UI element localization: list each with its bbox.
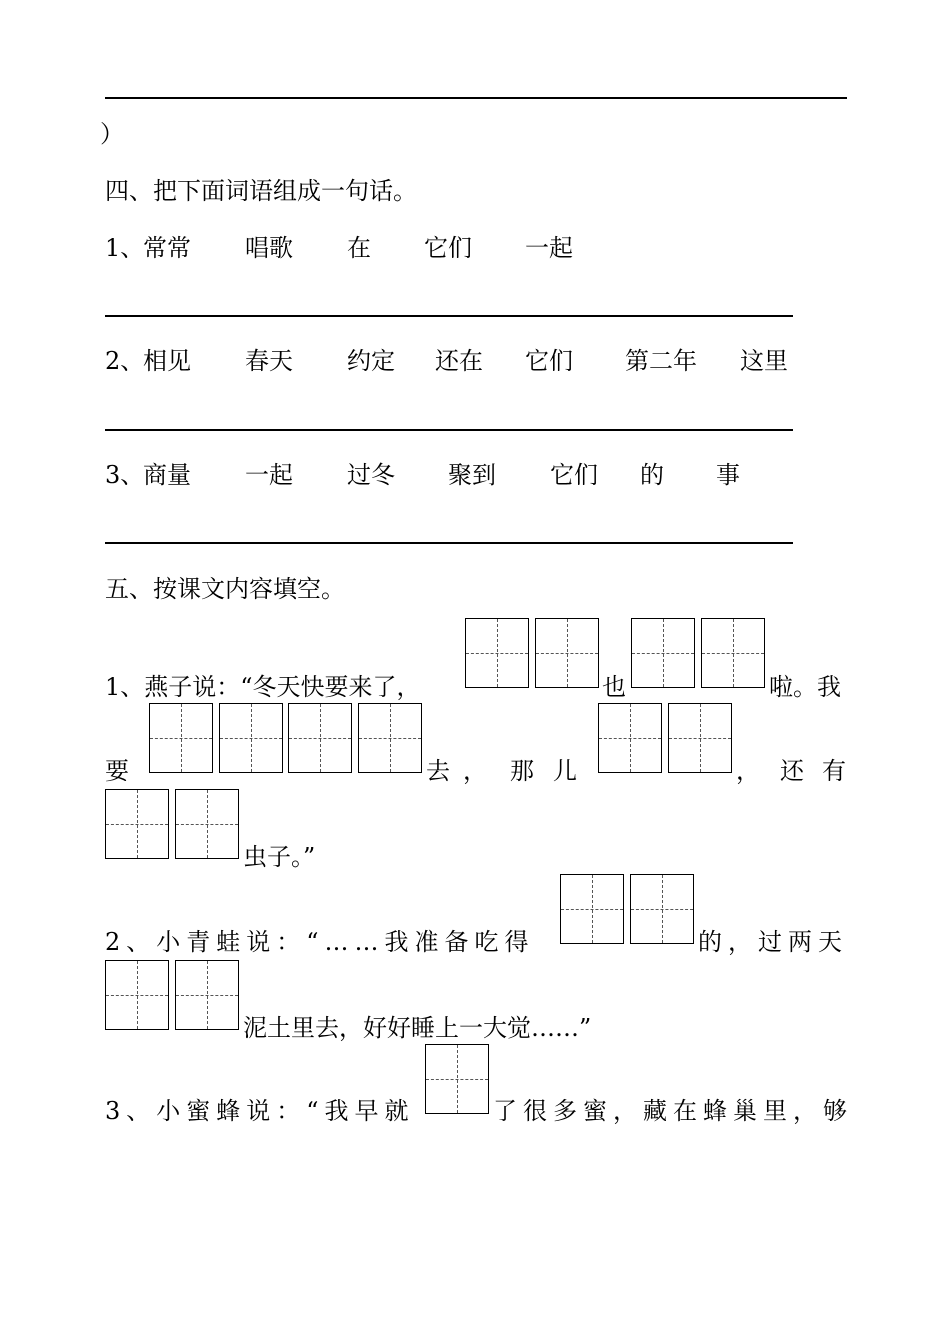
question-number: 2、 [105, 347, 145, 375]
writing-box[interactable] [105, 789, 169, 859]
word: 第二年 [625, 347, 697, 375]
q2-text-end: 泥土里去，好好睡上一大觉……” [243, 1014, 592, 1042]
word: 还在 [435, 347, 483, 375]
writing-box[interactable] [701, 618, 765, 688]
word: 它们 [424, 234, 472, 262]
q3-text-end: 了很多蜜，藏在蜂巢里，够 [493, 1097, 853, 1125]
writing-box[interactable] [465, 618, 529, 688]
word: 商量 [143, 461, 191, 489]
writing-box[interactable] [425, 1044, 489, 1114]
writing-box[interactable] [535, 618, 599, 688]
word: 一起 [245, 461, 293, 489]
q2-text-start: 2、小青蛙说：“……我准备吃得 [105, 928, 535, 956]
question-number: 1、 [105, 234, 145, 262]
word: 这里 [740, 347, 788, 375]
writing-box[interactable] [560, 874, 624, 944]
word: 的 [640, 461, 664, 489]
word: 常常 [143, 234, 191, 262]
writing-box[interactable] [288, 703, 352, 773]
q2-text-mid: 的，过两天 [698, 928, 848, 956]
writing-box[interactable] [219, 703, 283, 773]
writing-box[interactable] [149, 703, 213, 773]
word: 它们 [525, 347, 573, 375]
q1-text-na: 那 [510, 757, 534, 785]
writing-box[interactable] [668, 703, 732, 773]
q3-text-start: 3、小蜜蜂说：“我早就 [105, 1097, 415, 1125]
writing-box[interactable] [630, 874, 694, 944]
q1-text-la: 啦。我 [769, 673, 841, 701]
writing-box[interactable] [598, 703, 662, 773]
q1-text-qu: 去 [426, 757, 450, 785]
writing-box[interactable] [175, 789, 239, 859]
word: 一起 [525, 234, 573, 262]
closing-paren: ） [100, 120, 124, 148]
q1-text-yao: 要 [105, 757, 129, 785]
word: 聚到 [448, 461, 496, 489]
word: 唱歌 [245, 234, 293, 262]
word: 过冬 [347, 461, 395, 489]
word: 在 [347, 234, 371, 262]
q1-text-ye: 也 [602, 673, 626, 701]
q1-text-end: 虫子。” [243, 843, 316, 871]
writing-box[interactable] [105, 960, 169, 1030]
word: 事 [716, 461, 740, 489]
answer-line-q3[interactable] [105, 542, 793, 544]
q1-text-comma2: ， [736, 757, 760, 785]
answer-line-q2[interactable] [105, 429, 793, 431]
q1-text-hai: 还 [780, 757, 804, 785]
writing-box[interactable] [631, 618, 695, 688]
writing-box[interactable] [175, 960, 239, 1030]
question-number: 3、 [105, 461, 145, 489]
word: 约定 [347, 347, 395, 375]
section5-heading: 五、按课文内容填空。 [105, 575, 345, 603]
word: 相见 [143, 347, 191, 375]
word: 它们 [550, 461, 598, 489]
answer-line-q1[interactable] [105, 315, 793, 317]
q1-text-start: 1、燕子说：“冬天快要来了， [105, 673, 421, 701]
writing-box[interactable] [358, 703, 422, 773]
section4-heading: 四、把下面词语组成一句话。 [105, 177, 417, 205]
answer-line-top [105, 97, 847, 99]
q1-text-comma1: ， [463, 757, 487, 785]
q1-text-er: 儿 [553, 757, 577, 785]
word: 春天 [245, 347, 293, 375]
q1-text-you: 有 [822, 757, 846, 785]
